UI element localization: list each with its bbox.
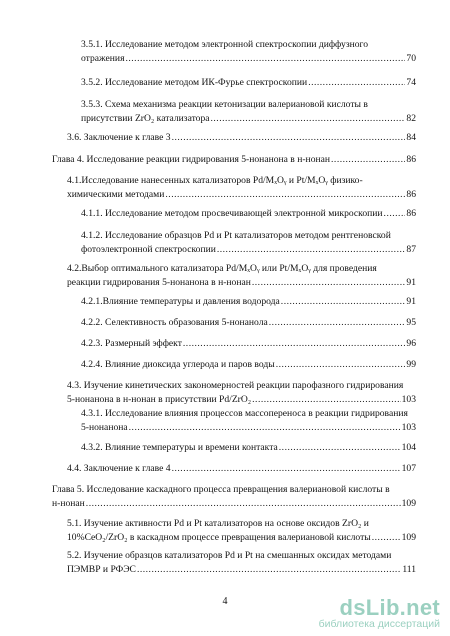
leader-dots bbox=[217, 243, 406, 257]
toc-entry[interactable] bbox=[67, 174, 416, 202]
toc-entry[interactable] bbox=[81, 337, 416, 351]
toc-entry-title: реакции гидрирования 5-нонанона в н-нонан bbox=[67, 277, 251, 288]
toc-entry[interactable] bbox=[67, 262, 416, 290]
toc-line bbox=[81, 358, 416, 372]
leader-dots bbox=[183, 337, 406, 351]
page-number: 4 bbox=[222, 596, 228, 607]
toc-page-number: 109 bbox=[401, 498, 416, 509]
toc-line bbox=[81, 407, 416, 421]
toc-entry-title: присутствии ZrO₂ катализатора bbox=[81, 113, 210, 124]
toc-line bbox=[81, 316, 416, 330]
toc-entry-title: отражения bbox=[81, 53, 125, 64]
toc-entry-title: 3.5.3. Схема механизма реакции кетонизации валериановой кислоты в bbox=[81, 99, 368, 110]
watermark-logo: dsLib.net bbox=[339, 595, 440, 620]
toc-line bbox=[67, 393, 416, 407]
toc-entry-title: 3.6. Заключение к главе 3 bbox=[67, 132, 171, 143]
leader-dots bbox=[308, 76, 405, 90]
toc-entry-title: 3.5.2. Исследование методом ИК-Фурье спектроскопии bbox=[81, 77, 308, 88]
leader-dots bbox=[281, 295, 406, 309]
toc-entry[interactable] bbox=[81, 98, 416, 126]
toc-entry-title: 4.2.1.Влияние температуры и давления водорода bbox=[81, 296, 280, 307]
toc-page-number: 84 bbox=[406, 132, 416, 143]
toc-page-number: 103 bbox=[401, 394, 416, 405]
toc-page-number: 91 bbox=[406, 296, 416, 307]
toc-page-number: 82 bbox=[406, 113, 416, 124]
leader-dots bbox=[172, 462, 401, 476]
toc-page-number: 109 bbox=[401, 532, 416, 543]
toc-line bbox=[81, 207, 416, 221]
toc-entry[interactable] bbox=[81, 38, 416, 66]
toc-entry-title: 4.4. Заключение к главе 4 bbox=[67, 463, 171, 474]
toc-page-number: 86 bbox=[406, 208, 416, 219]
toc-page-number: 86 bbox=[406, 154, 416, 165]
toc-line bbox=[81, 243, 416, 257]
toc-entry[interactable] bbox=[81, 229, 416, 257]
toc-entry-title: 4.3. Изучение кинетических закономерностей реакции парофазного гидрирования bbox=[67, 380, 404, 391]
toc-entry[interactable] bbox=[81, 207, 416, 221]
toc-page-number: 107 bbox=[401, 463, 416, 474]
toc-entry[interactable] bbox=[81, 441, 416, 455]
leader-dots bbox=[211, 112, 406, 126]
toc-line bbox=[81, 229, 416, 243]
toc-entry-title: 5-нонанона bbox=[81, 422, 128, 433]
toc-entry[interactable] bbox=[52, 483, 416, 511]
toc-entry[interactable] bbox=[81, 295, 416, 309]
leader-dots bbox=[279, 441, 401, 455]
toc-line bbox=[81, 38, 416, 52]
toc-line bbox=[67, 188, 416, 202]
toc-line bbox=[67, 131, 416, 145]
toc-entry-title: 5-нонанона в н-нонан в присутствии Pd/ZrO₂ bbox=[67, 394, 252, 405]
toc-entry-title: н-нонан bbox=[52, 498, 85, 509]
toc-entry-title: Глава 4. Исследование реакции гидрирования 5-нонанона в н-нонан bbox=[52, 154, 331, 165]
toc-line bbox=[81, 112, 416, 126]
toc-line bbox=[52, 497, 416, 511]
toc-entry-title: 4.2.3. Размерный эффект bbox=[81, 338, 182, 349]
toc-line bbox=[67, 262, 416, 276]
leader-dots bbox=[384, 207, 406, 221]
toc-entry-title: 5.2. Изучение образцов катализаторов Pd и Pt на смешанных оксидах методами bbox=[67, 550, 392, 561]
leader-dots bbox=[172, 131, 406, 145]
toc-entry[interactable] bbox=[67, 131, 416, 145]
leader-dots bbox=[129, 421, 401, 435]
toc-entry-title: 4.1.Исследование нанесенных катализаторов Pd/MₓOᵧ и Pt/MₓOᵧ физико- bbox=[67, 175, 363, 186]
toc-line bbox=[81, 295, 416, 309]
toc-page-number: 103 bbox=[401, 422, 416, 433]
toc-line bbox=[67, 517, 416, 531]
toc-page-number: 95 bbox=[406, 317, 416, 328]
toc-entry-title: 4.1.1. Исследование методом просвечивающей электронной микроскопии bbox=[81, 208, 383, 219]
toc-entry-title: 5.1. Изучение активности Pd и Pt катализаторов на основе оксидов ZrO₂ и bbox=[67, 518, 369, 529]
toc-line bbox=[67, 276, 416, 290]
toc-line bbox=[52, 153, 416, 167]
toc-entry[interactable] bbox=[67, 517, 416, 545]
leader-dots bbox=[125, 52, 405, 66]
toc-entry-title: 4.1.2. Исследование образцов Pd и Pt катализаторов методом рентгеновской bbox=[81, 230, 391, 241]
leader-dots bbox=[252, 276, 406, 290]
leader-dots bbox=[276, 358, 406, 372]
leader-dots bbox=[165, 188, 405, 202]
toc-line bbox=[67, 174, 416, 188]
toc-line bbox=[81, 98, 416, 112]
toc-entry[interactable] bbox=[52, 153, 416, 167]
watermark[interactable] bbox=[319, 595, 440, 630]
toc-entry-title: 4.3.1. Исследование влияния процессов массопереноса в реакции гидрирования bbox=[81, 408, 408, 419]
toc-line bbox=[67, 563, 416, 577]
toc-line bbox=[67, 549, 416, 563]
toc-entry[interactable] bbox=[67, 549, 416, 577]
toc-page-number: 104 bbox=[401, 442, 416, 453]
toc-entry-title: Глава 5. Исследование каскадного процесса превращения валериановой кислоты в bbox=[52, 484, 390, 495]
toc-entry-title: фотоэлектронной спектроскопии bbox=[81, 244, 216, 255]
toc-line bbox=[67, 379, 416, 393]
toc-line bbox=[81, 441, 416, 455]
toc-page-number: 74 bbox=[406, 77, 416, 88]
leader-dots bbox=[252, 393, 400, 407]
toc-entry-title: 3.5.1. Исследование методом электронной спектроскопии диффузного bbox=[81, 39, 369, 50]
toc-entry[interactable] bbox=[67, 462, 416, 476]
leader-dots bbox=[372, 531, 401, 545]
toc-line bbox=[81, 337, 416, 351]
toc-entry-title: 4.2.2. Селективность образования 5-нонанола bbox=[81, 317, 268, 328]
toc-line bbox=[81, 52, 416, 66]
toc-entry[interactable] bbox=[81, 316, 416, 330]
toc-page-number: 87 bbox=[406, 244, 416, 255]
toc-entry-title: 10%CeO₂/ZrO₂ в каскадном процессе превращения валериановой кислоты bbox=[67, 532, 371, 543]
toc-entry[interactable] bbox=[81, 76, 416, 90]
toc-line bbox=[81, 421, 416, 435]
toc-entry[interactable] bbox=[67, 379, 416, 407]
leader-dots bbox=[86, 497, 401, 511]
toc-page-number: 91 bbox=[406, 277, 416, 288]
leader-dots bbox=[137, 563, 401, 577]
leader-dots bbox=[269, 316, 406, 330]
toc-entry-title: ПЭМВР и РФЭС bbox=[67, 564, 136, 575]
toc-line bbox=[52, 483, 416, 497]
watermark-subtitle: библиотека диссертаций bbox=[318, 618, 440, 630]
toc-entry[interactable] bbox=[81, 358, 416, 372]
toc-page-number: 111 bbox=[402, 564, 416, 575]
toc-entry-title: химическими методами bbox=[67, 189, 165, 200]
toc-entry[interactable] bbox=[81, 407, 416, 435]
toc-page-number: 86 bbox=[406, 189, 416, 200]
toc-line bbox=[67, 531, 416, 545]
toc-line bbox=[81, 76, 416, 90]
leader-dots bbox=[331, 153, 405, 167]
toc-line bbox=[67, 462, 416, 476]
toc-entry-title: 4.2.Выбор оптимального катализатора Pd/MₓOᵧ или Pt/MₓOᵧ для проведения bbox=[67, 263, 377, 274]
toc-page-number: 99 bbox=[406, 359, 416, 370]
toc-page-number: 96 bbox=[406, 338, 416, 349]
toc-entry-title: 4.2.4. Влияние диоксида углерода и паров воды bbox=[81, 359, 275, 370]
toc-entry-title: 4.3.2. Влияние температуры и времени контакта bbox=[81, 442, 278, 453]
toc-page-number: 70 bbox=[406, 53, 416, 64]
